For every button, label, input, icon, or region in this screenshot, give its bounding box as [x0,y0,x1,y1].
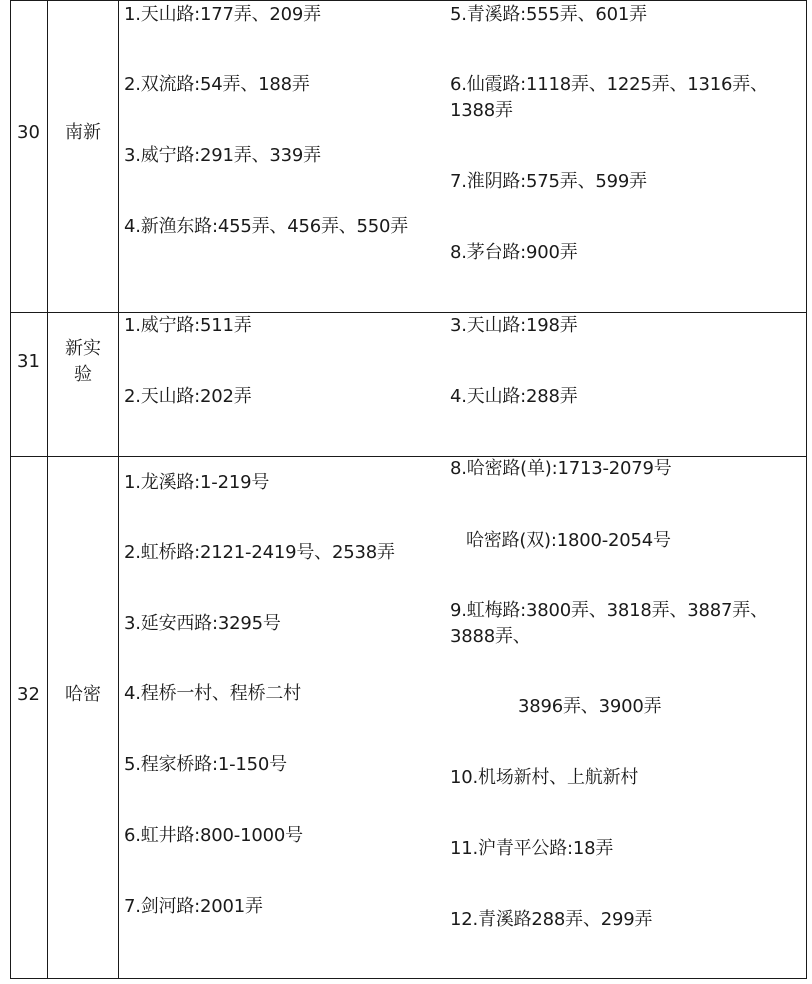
address-item: 11.沪青平公路:18弄 [450,838,614,859]
address-item: 12.青溪路288弄、299弄 [450,909,653,930]
column-divider [47,0,48,979]
address-item: 9.虹梅路:3800弄、3818弄、3887弄、3888弄、 [450,600,768,647]
district-name: 哈密 [65,684,101,705]
address-item: 8.茅台路:900弄 [450,242,578,263]
table-border-right [806,0,807,979]
district-name: 南新 [65,122,101,143]
row-number: 31 [17,351,40,372]
row-number: 32 [17,684,40,705]
address-item: 8.哈密路(单):1713-2079号 [450,458,672,479]
address-item: 2.双流路:54弄、188弄 [124,74,310,95]
address-item: 3896弄、3900弄 [518,696,662,717]
row-number: 30 [17,122,40,143]
address-item: 6.仙霞路:1118弄、1225弄、1316弄、1388弄 [450,74,768,121]
column-divider [118,0,119,979]
address-item: 2.虹桥路:2121-2419号、2538弄 [124,542,395,563]
address-item: 4.程桥一村、程桥二村 [124,683,301,704]
row-divider [10,456,807,457]
address-item: 1.天山路:177弄、209弄 [124,4,321,25]
address-item: 3.威宁路:291弄、339弄 [124,145,321,166]
table-border-top [10,0,807,1]
address-item: 5.程家桥路:1-150号 [124,754,287,775]
address-item: 10.机场新村、上航新村 [450,767,639,788]
address-item: 1.龙溪路:1-219号 [124,472,270,493]
address-item: 4.新渔东路:455弄、456弄、550弄 [124,216,409,237]
address-item: 6.虹井路:800-1000号 [124,825,303,846]
address-item: 7.淮阴路:575弄、599弄 [450,171,647,192]
address-item: 3.天山路:198弄 [450,315,578,336]
address-item: 3.延安西路:3295号 [124,613,281,634]
address-table [10,0,807,979]
address-item: 7.剑河路:2001弄 [124,896,263,917]
address-item: 4.天山路:288弄 [450,386,578,407]
table-border-bottom [10,978,807,979]
address-item: 2.天山路:202弄 [124,386,252,407]
address-item: 5.青溪路:555弄、601弄 [450,4,647,25]
district-name: 新实验 [65,338,101,385]
address-item: 哈密路(双):1800-2054号 [466,530,671,551]
table-border-left [10,0,11,979]
address-item: 1.威宁路:511弄 [124,315,252,336]
